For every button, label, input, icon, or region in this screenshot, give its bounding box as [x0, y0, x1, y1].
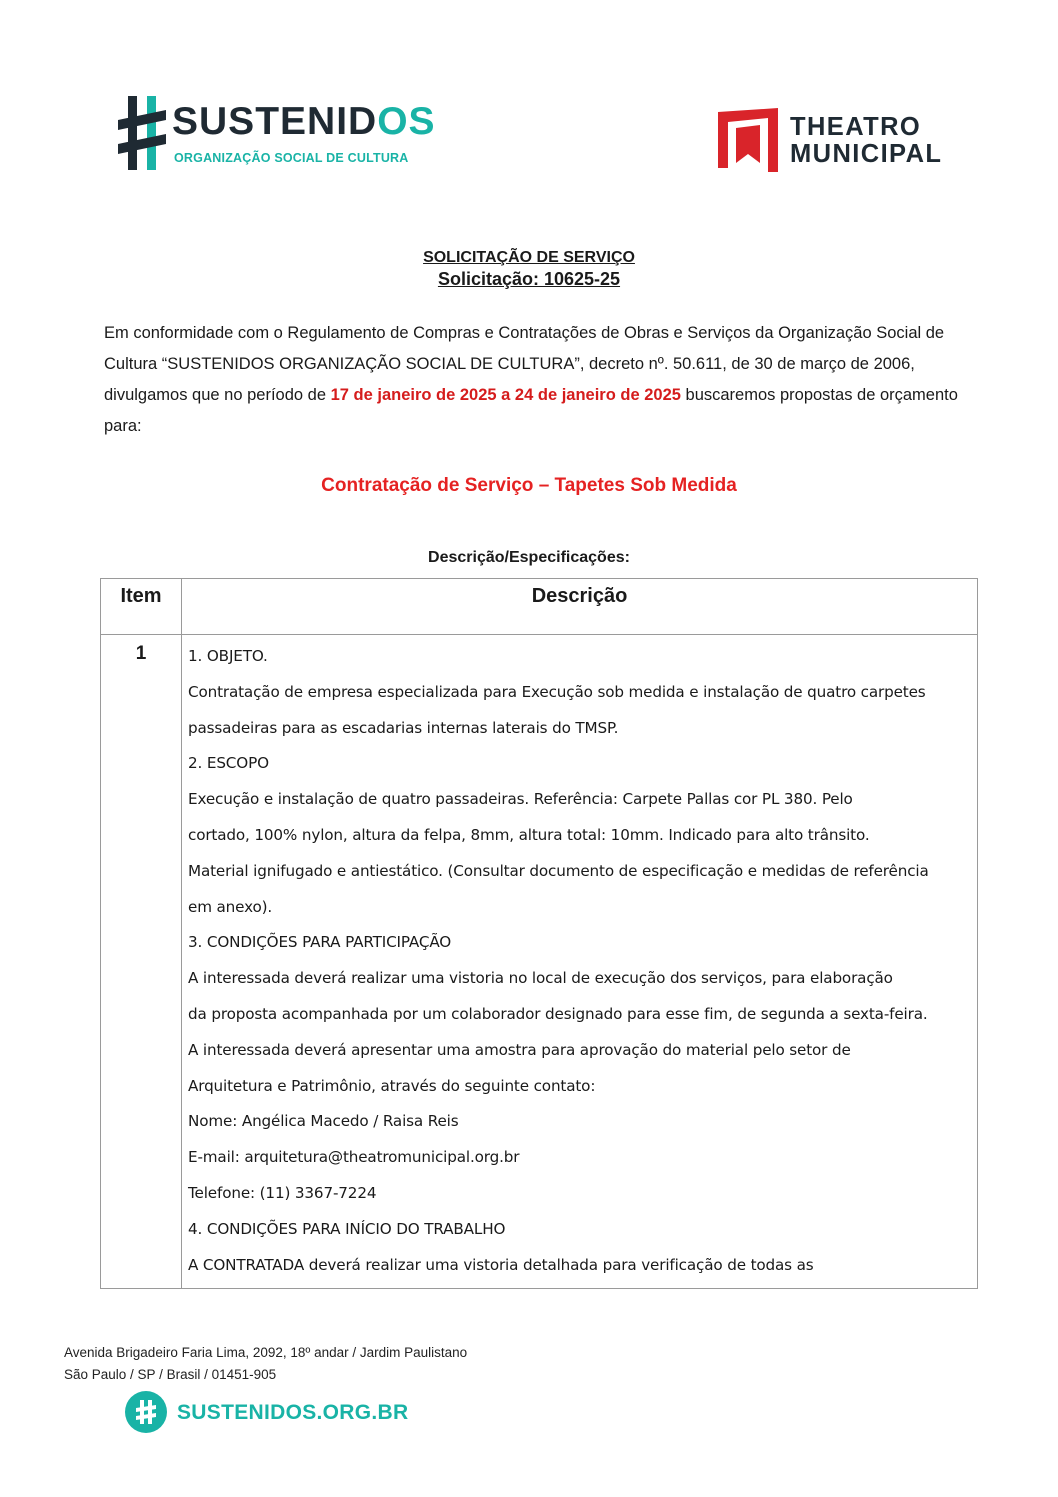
- service-subject: Contratação de Serviço – Tapetes Sob Medida: [321, 475, 737, 496]
- description-line: passadeiras para as escadarias internas laterais do TMSP.: [188, 718, 619, 737]
- description-line: cortado, 100% nylon, altura da felpa, 8mm, altura total: 10mm. Indicado para alto trânsito.: [188, 825, 870, 844]
- description-line: Arquitetura e Patrimônio, através do seguinte contato:: [188, 1076, 596, 1095]
- intro-paragraph: [104, 318, 964, 442]
- description-line: A interessada deverá realizar uma vistoria no local de execução dos serviços, para elaboração: [188, 969, 893, 988]
- footer-logo: [125, 1391, 409, 1437]
- description-line: Execução e instalação de quatro passadeiras. Referência: Carpete Pallas cor PL 380. Pelo: [188, 790, 853, 809]
- website-link[interactable]: SUSTENIDOS.ORG.BR: [177, 1401, 409, 1424]
- intro-date-range: 17 de janeiro de 2025 a 24 de janeiro de 2025: [330, 386, 681, 404]
- column-divider: [181, 579, 182, 1288]
- spec-label: Descrição/Especificações:: [428, 549, 630, 566]
- sustenidos-subtitle: ORGANIZAÇÃO SOCIAL DE CULTURA: [174, 151, 409, 165]
- request-number: Solicitação: 10625-25: [437, 269, 621, 289]
- footer-address: [64, 1342, 467, 1386]
- description-line: em anexo).: [188, 897, 273, 916]
- description-line: da proposta acompanhada por um colaborador designado para esse fim, de segunda a sexta-feira.: [188, 1004, 928, 1023]
- description-line: Telefone: (11) 3367-7224: [188, 1183, 377, 1202]
- table-row-item-number: 1: [135, 643, 147, 664]
- column-header-item: Item: [120, 585, 162, 607]
- description-line: 2. ESCOPO: [188, 754, 269, 773]
- description-line: Contratação de empresa especializada para Execução sob medida e instalação de quatro carpetes: [188, 682, 926, 701]
- description-line: 4. CONDIÇÕES PARA INÍCIO DO TRABALHO: [188, 1219, 506, 1238]
- description-line: A interessada deverá apresentar uma amostra para aprovação do material pelo setor de: [188, 1040, 851, 1059]
- description-line: A CONTRATADA deverá realizar uma vistoria detalhada para verificação de todas as: [188, 1255, 814, 1274]
- table-row-description: [188, 639, 973, 1283]
- theatro-building-icon: [716, 108, 780, 172]
- description-line: Material ignifugado e antiestático. (Consultar documento de especificação e medidas de referência: [188, 861, 929, 880]
- intro-text-before: Em conformidade com o Regulamento de Compras e Contratações de Obras e Serviços da Organização Social de Cultura “SUSTENIDOS ORGANIZAÇÃO SOCIAL DE CULTURA”, decreto nº. 50.611, de 30 de março de 2006, divulgamos que no período de: [104, 324, 945, 404]
- hash-circle-icon: [125, 1391, 167, 1433]
- description-line: E-mail: arquitetura@theatromunicipal.org.br: [188, 1148, 520, 1167]
- address-line-2: São Paulo / SP / Brasil / 01451-905: [64, 1367, 277, 1382]
- intro-text-after: buscaremos propostas de orçamento para:: [104, 386, 958, 435]
- description-line: 1. OBJETO.: [188, 647, 268, 665]
- column-header-description: Descrição: [531, 585, 628, 607]
- sustenidos-wordmark: SUSTENIDOS: [172, 100, 436, 143]
- hash-mark-icon: [116, 94, 168, 172]
- header-divider: [101, 634, 977, 635]
- document-title: SOLICITAÇÃO DE SERVIÇO: [423, 249, 635, 266]
- sustenidos-logo: [116, 94, 436, 174]
- description-line: 3. CONDIÇÕES PARA PARTICIPAÇÃO: [188, 933, 452, 952]
- description-line: Nome: Angélica Macedo / Raisa Reis: [188, 1112, 459, 1131]
- theatro-municipal-logo: [716, 108, 956, 174]
- address-line-1: Avenida Brigadeiro Faria Lima, 2092, 18º andar / Jardim Paulistano: [64, 1345, 468, 1360]
- description-table: [100, 578, 978, 1289]
- theatro-municipal-wordmark: THEATRO MUNICIPAL: [790, 113, 943, 168]
